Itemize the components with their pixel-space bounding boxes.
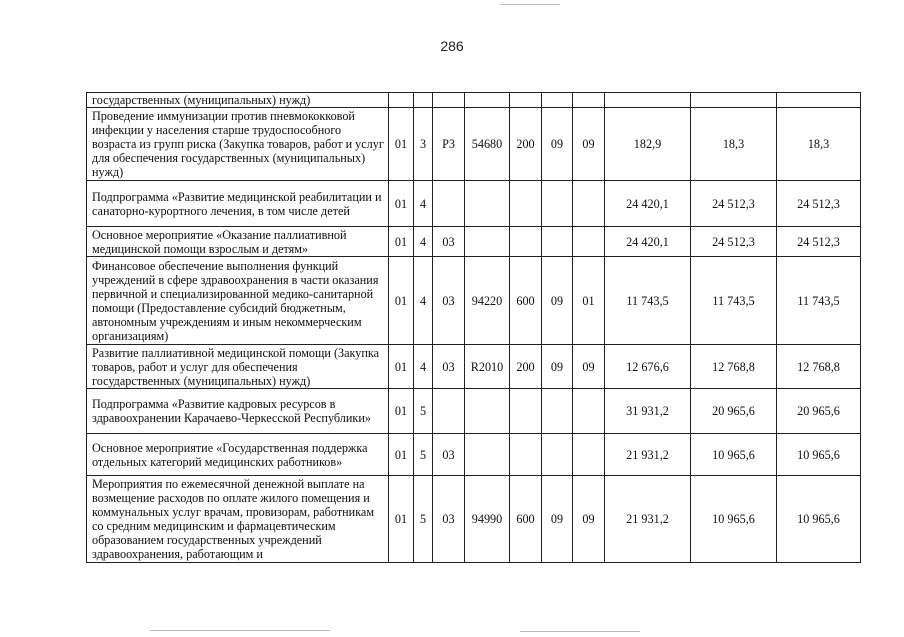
amount-cell: 12 768,8 bbox=[691, 345, 777, 389]
amount-cell: 20 965,6 bbox=[777, 389, 861, 434]
code-cell: 94990 bbox=[465, 476, 510, 563]
code-cell: 94220 bbox=[465, 257, 510, 345]
code-cell: 09 bbox=[573, 108, 605, 181]
row-description: Финансовое обеспечение выполнения функций учреждений в сфере здравоохранения в части оказания первичной и специализированной медико-санитарной помощи (Предоставление субсидий бюджетным, автономным учреждениям и иным некоммерческим организациям) bbox=[87, 257, 389, 345]
amount-cell: 21 931,2 bbox=[605, 434, 691, 476]
table-row bbox=[87, 227, 861, 257]
code-cell bbox=[573, 93, 605, 108]
amount-cell: 24 420,1 bbox=[605, 227, 691, 257]
code-cell bbox=[510, 389, 542, 434]
table-row bbox=[87, 434, 861, 476]
code-cell: 01 bbox=[573, 257, 605, 345]
code-cell bbox=[465, 93, 510, 108]
amount-cell: 10 965,6 bbox=[691, 434, 777, 476]
code-cell bbox=[573, 434, 605, 476]
table-row bbox=[87, 389, 861, 434]
table-row bbox=[87, 93, 861, 108]
amount-cell: 10 965,6 bbox=[691, 476, 777, 563]
table-row bbox=[87, 345, 861, 389]
code-cell bbox=[542, 389, 573, 434]
code-cell: 03 bbox=[433, 476, 465, 563]
code-cell bbox=[573, 181, 605, 227]
code-cell bbox=[465, 181, 510, 227]
code-cell: 4 bbox=[414, 181, 433, 227]
page-number: 286 bbox=[440, 38, 464, 54]
code-cell bbox=[542, 181, 573, 227]
row-description: Подпрограмма «Развитие кадровых ресурсов в здравоохранении Карачаево-Черкесской Республики» bbox=[87, 389, 389, 434]
code-cell: 01 bbox=[389, 345, 414, 389]
code-cell: 01 bbox=[389, 257, 414, 345]
amount-cell: 12 768,8 bbox=[777, 345, 861, 389]
amount-cell: 10 965,6 bbox=[777, 476, 861, 563]
code-cell: 09 bbox=[542, 257, 573, 345]
amount-cell: 24 420,1 bbox=[605, 181, 691, 227]
amount-cell bbox=[777, 93, 861, 108]
amount-cell: 31 931,2 bbox=[605, 389, 691, 434]
code-cell: 03 bbox=[433, 257, 465, 345]
code-cell: 600 bbox=[510, 476, 542, 563]
amount-cell: 11 743,5 bbox=[605, 257, 691, 345]
code-cell: 09 bbox=[542, 345, 573, 389]
code-cell: R2010 bbox=[465, 345, 510, 389]
amount-cell: 182,9 bbox=[605, 108, 691, 181]
row-description: Подпрограмма «Развитие медицинской реабилитации и санаторно-курортного лечения, в том числе детей bbox=[87, 181, 389, 227]
code-cell bbox=[389, 93, 414, 108]
code-cell bbox=[510, 227, 542, 257]
amount-cell: 18,3 bbox=[691, 108, 777, 181]
row-description: Проведение иммунизации против пневмококковой инфекции у населения старше трудоспособного возраста из групп риска (Закупка товаров, работ и услуг для обеспечения государственных (муниципальных) нужд) bbox=[87, 108, 389, 181]
code-cell bbox=[433, 389, 465, 434]
code-cell: 03 bbox=[433, 227, 465, 257]
amount-cell: 12 676,6 bbox=[605, 345, 691, 389]
code-cell: 200 bbox=[510, 345, 542, 389]
scan-artifact-top bbox=[500, 4, 560, 5]
table-row bbox=[87, 476, 861, 563]
code-cell bbox=[573, 389, 605, 434]
code-cell: 09 bbox=[573, 476, 605, 563]
table-row bbox=[87, 257, 861, 345]
amount-cell: 24 512,3 bbox=[777, 181, 861, 227]
code-cell: 01 bbox=[389, 181, 414, 227]
code-cell bbox=[465, 227, 510, 257]
code-cell: 4 bbox=[414, 257, 433, 345]
code-cell: 5 bbox=[414, 476, 433, 563]
code-cell bbox=[542, 434, 573, 476]
code-cell: 600 bbox=[510, 257, 542, 345]
amount-cell: 11 743,5 bbox=[777, 257, 861, 345]
code-cell: 4 bbox=[414, 227, 433, 257]
amount-cell: 11 743,5 bbox=[691, 257, 777, 345]
table-row bbox=[87, 181, 861, 227]
row-description: Основное мероприятие «Государственная поддержка отдельных категорий медицинских работников» bbox=[87, 434, 389, 476]
amount-cell: 24 512,3 bbox=[691, 181, 777, 227]
table-row bbox=[87, 108, 861, 181]
code-cell: 01 bbox=[389, 108, 414, 181]
code-cell: 03 bbox=[433, 345, 465, 389]
row-description: государственных (муниципальных) нужд) bbox=[87, 93, 389, 108]
row-description: Развитие паллиативной медицинской помощи (Закупка товаров, работ и услуг для обеспечения государственных (муниципальных) нужд) bbox=[87, 345, 389, 389]
code-cell bbox=[465, 434, 510, 476]
code-cell bbox=[414, 93, 433, 108]
table-body bbox=[87, 93, 861, 563]
code-cell: 5 bbox=[414, 389, 433, 434]
code-cell: 01 bbox=[389, 227, 414, 257]
amount-cell: 24 512,3 bbox=[777, 227, 861, 257]
code-cell bbox=[433, 93, 465, 108]
budget-table bbox=[86, 92, 861, 563]
code-cell: 200 bbox=[510, 108, 542, 181]
amount-cell: 24 512,3 bbox=[691, 227, 777, 257]
code-cell bbox=[542, 227, 573, 257]
code-cell bbox=[510, 181, 542, 227]
code-cell: 54680 bbox=[465, 108, 510, 181]
code-cell: Р3 bbox=[433, 108, 465, 181]
code-cell: 01 bbox=[389, 389, 414, 434]
code-cell bbox=[510, 93, 542, 108]
amount-cell: 10 965,6 bbox=[777, 434, 861, 476]
code-cell: 01 bbox=[389, 476, 414, 563]
code-cell: 09 bbox=[542, 476, 573, 563]
code-cell: 09 bbox=[542, 108, 573, 181]
code-cell bbox=[542, 93, 573, 108]
code-cell bbox=[510, 434, 542, 476]
code-cell bbox=[465, 389, 510, 434]
code-cell: 3 bbox=[414, 108, 433, 181]
code-cell: 5 bbox=[414, 434, 433, 476]
code-cell: 09 bbox=[573, 345, 605, 389]
row-description: Основное мероприятие «Оказание паллиативной медицинской помощи взрослым и детям» bbox=[87, 227, 389, 257]
amount-cell bbox=[691, 93, 777, 108]
row-description: Мероприятия по ежемесячной денежной выплате на возмещение расходов по оплате жилого помещения и коммунальных услуг врачам, провизорам, работникам со средним медицинским и фармацевтическим образованием государственных учреждений здравоохранения, работающим и bbox=[87, 476, 389, 563]
code-cell: 01 bbox=[389, 434, 414, 476]
amount-cell bbox=[605, 93, 691, 108]
code-cell: 4 bbox=[414, 345, 433, 389]
code-cell bbox=[433, 181, 465, 227]
amount-cell: 21 931,2 bbox=[605, 476, 691, 563]
amount-cell: 20 965,6 bbox=[691, 389, 777, 434]
amount-cell: 18,3 bbox=[777, 108, 861, 181]
code-cell: 03 bbox=[433, 434, 465, 476]
scan-artifact-bottom-right bbox=[520, 631, 640, 632]
scan-artifact-bottom-left bbox=[150, 630, 330, 631]
code-cell bbox=[573, 227, 605, 257]
